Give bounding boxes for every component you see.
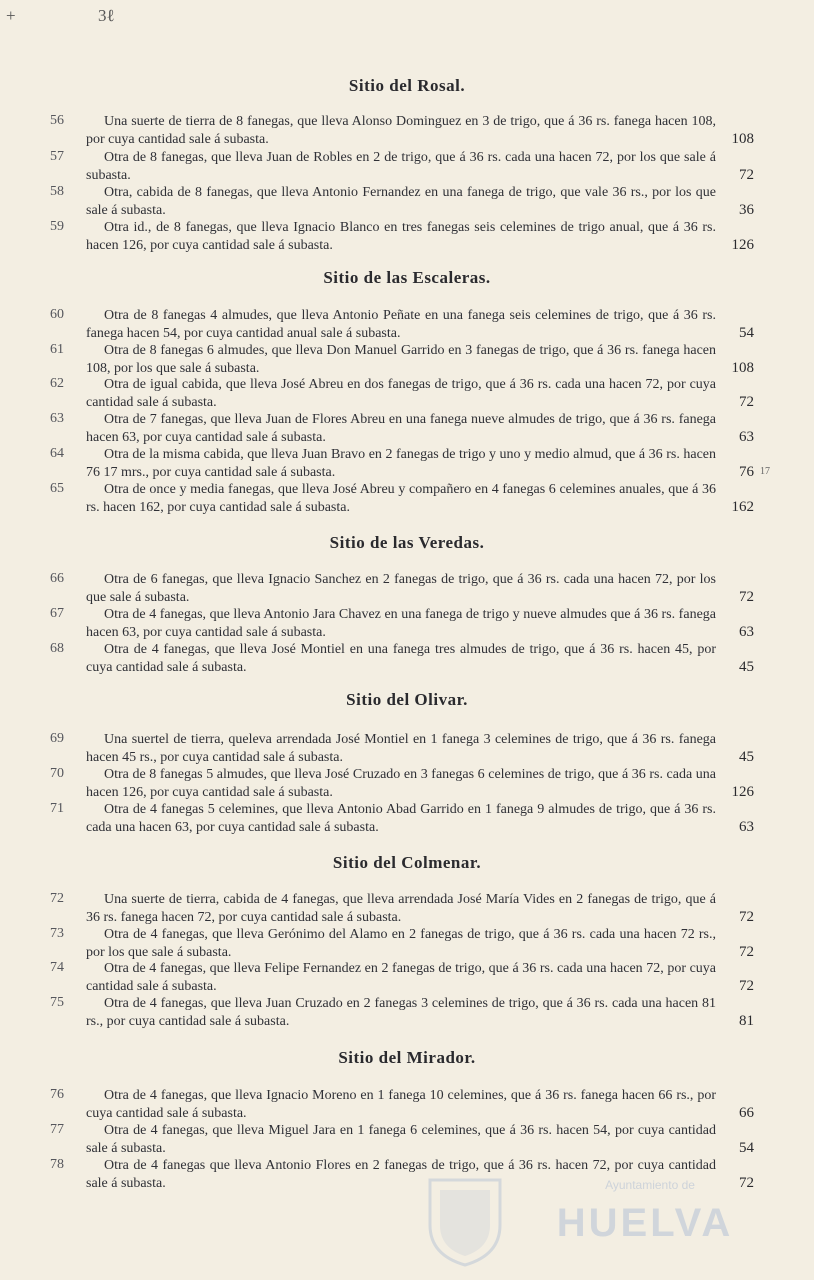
lot-number: 73 bbox=[50, 926, 64, 941]
lot-description: Otra de 7 fanegas, que lleva Juan de Flores Abreu en una fanega nueve almudes de trigo, que á 36 rs. fanega hacen 63, por cuya cantidad sale á subasta. bbox=[86, 412, 716, 445]
lot-description: Otra de 4 fanegas, que lleva Ignacio Moreno en 1 fanega 10 celemines, que á 36 rs. fanega hacen 66 rs., por cuya cantidad sale á subasta. bbox=[86, 1088, 716, 1121]
lot-amount: 63 bbox=[739, 624, 754, 640]
corner-mark-middle: 3ℓ bbox=[98, 6, 115, 25]
section-heading: Sitio del Mirador. bbox=[338, 1048, 476, 1067]
lot-description: Otra de 4 fanegas 5 celemines, que lleva Antonio Abad Garrido en 1 fanega 9 almudes de trigo, que á 36 rs. cada una hacen 63, por cuya cantidad sale á subasta. bbox=[86, 802, 716, 835]
lot-number: 63 bbox=[50, 411, 64, 426]
lot-description: Otra de 4 fanegas, que lleva Juan Cruzado en 2 fanegas 3 celemines de trigo, que á 36 rs. cada una hacen 81 rs., por cuya cantidad sale á subasta. bbox=[86, 996, 716, 1029]
margin-mark: 17 bbox=[760, 466, 770, 477]
lot-number: 61 bbox=[50, 342, 64, 357]
lot-amount: 126 bbox=[731, 784, 754, 800]
lot-number: 66 bbox=[50, 571, 64, 586]
corner-mark-left: + bbox=[6, 6, 16, 25]
lot-number: 64 bbox=[50, 446, 64, 461]
lot-number: 60 bbox=[50, 307, 64, 322]
lot-description: Otra de 4 fanegas, que lleva José Montiel en una fanega tres almudes de trigo, que á 36 rs. hacen 45, por cuya cantidad sale á subasta. bbox=[86, 642, 716, 675]
lot-amount: 45 bbox=[739, 749, 754, 765]
lot-amount: 81 bbox=[739, 1013, 754, 1029]
lot-number: 68 bbox=[50, 641, 64, 656]
lot-description: Otra de 8 fanegas 4 almudes, que lleva Antonio Peñate en una fanega seis celemines de trigo, que á 36 rs. fanega hacen 54, por cuya cantidad anual sale á subasta. bbox=[86, 308, 716, 341]
lot-number: 78 bbox=[50, 1157, 64, 1172]
lot-amount: 54 bbox=[739, 325, 754, 341]
lot-amount: 72 bbox=[739, 1175, 754, 1191]
section-heading: Sitio del Colmenar. bbox=[332, 853, 482, 872]
watermark-logo: HUELVA bbox=[556, 1200, 734, 1245]
lot-amount: 72 bbox=[739, 167, 754, 183]
lot-amount: 72 bbox=[739, 589, 754, 605]
lot-number: 71 bbox=[50, 801, 64, 816]
lot-amount: 63 bbox=[739, 819, 754, 835]
lot-number: 62 bbox=[50, 376, 64, 391]
lot-description: Otra de 6 fanegas, que lleva Ignacio Sanchez en 2 fanegas de trigo, que á 36 rs. cada una hacen 72, por los que sale á subasta. bbox=[86, 572, 716, 605]
lot-description: Otra de 4 fanegas, que lleva Antonio Jara Chavez en una fanega de trigo y nueve almudes que á 36 rs. fanega hacen 63, por cuya cantidad sale á subasta. bbox=[86, 607, 716, 640]
lot-description: Otra de 8 fanegas 5 almudes, que lleva José Cruzado en 3 fanegas 6 celemines de trigo, que á 36 rs. cada una hacen 126, por cuya cantidad sale á subasta. bbox=[86, 767, 716, 800]
lot-number: 69 bbox=[50, 731, 64, 746]
lot-description: Otra de 4 fanegas, que lleva Gerónimo del Alamo en 2 fanegas de trigo, que á 36 rs. cada una hacen 72 rs., por los que sale á subasta. bbox=[86, 927, 716, 960]
lot-number: 70 bbox=[50, 766, 64, 781]
lot-amount: 72 bbox=[739, 909, 754, 925]
lot-number: 57 bbox=[50, 149, 64, 164]
lot-description: Otra, cabida de 8 fanegas, que lleva Antonio Fernandez en una fanega de trigo, que vale 36 rs., por los que sale á subasta. bbox=[86, 185, 716, 218]
lot-number: 65 bbox=[50, 481, 64, 496]
lot-amount: 66 bbox=[739, 1105, 754, 1121]
section-heading: Sitio de las Veredas. bbox=[329, 533, 485, 552]
lot-number: 74 bbox=[50, 960, 64, 975]
lot-number: 77 bbox=[50, 1122, 64, 1137]
lot-number: 72 bbox=[50, 891, 64, 906]
lot-amount: 54 bbox=[739, 1140, 754, 1156]
lot-description: Una suerte de tierra, cabida de 4 fanegas, que lleva arrendada José María Vides en 2 fanegas de trigo, que á 36 rs. fanega hacen 72, por cuya cantidad sale á subasta. bbox=[86, 892, 716, 925]
lot-description: Una suertel de tierra, queleva arrendada José Montiel en 1 fanega 3 celemines de trigo, que á 36 rs. fanega hacen 45 rs., por cuya cantidad sale á subasta. bbox=[86, 732, 716, 765]
lot-number: 58 bbox=[50, 184, 64, 199]
lot-number: 67 bbox=[50, 606, 64, 621]
lot-amount: 72 bbox=[739, 944, 754, 960]
section-heading: Sitio de las Escaleras. bbox=[323, 268, 491, 287]
lot-amount: 63 bbox=[739, 429, 754, 445]
lot-description: Otra de once y media fanegas, que lleva José Abreu y compañero en 4 fanegas 6 celemines anuales, que á 36 rs. hacen 162, por cuya cantidad sale á subasta. bbox=[86, 482, 716, 515]
lot-number: 59 bbox=[50, 219, 64, 234]
lot-description: Otra de 4 fanegas que lleva Antonio Flores en 2 fanegas de trigo, que á 36 rs. hacen 72, por cuya cantidad sale á subasta. bbox=[86, 1158, 716, 1191]
lot-description: Una suerte de tierra de 8 fanegas, que lleva Alonso Dominguez en 3 de trigo, que á 36 rs. fanega hacen 108, por cuya cantidad sale á subasta. bbox=[86, 114, 716, 147]
lot-amount: 76 bbox=[739, 464, 754, 480]
lot-description: Otra de igual cabida, que lleva José Abreu en dos fanegas de trigo, que á 36 rs. cada una hacen 72, por cuya cantidad sale á subasta. bbox=[86, 377, 716, 410]
lot-amount: 162 bbox=[731, 499, 754, 515]
lot-amount: 36 bbox=[739, 202, 754, 218]
lot-number: 76 bbox=[50, 1087, 64, 1102]
lot-description: Otra de la misma cabida, que lleva Juan Bravo en 2 fanegas de trigo y uno y medio almud, que á 36 rs. hacen 76 17 mrs., por cuya cantidad sale á subasta. bbox=[86, 447, 716, 480]
section-heading: Sitio del Olivar. bbox=[346, 690, 468, 709]
lot-description: Otra de 4 fanegas, que lleva Felipe Fernandez en 2 fanegas de trigo, que á 36 rs. cada una hacen 72, por cuya cantidad sale á subasta. bbox=[86, 961, 716, 994]
lot-description: Otra de 8 fanegas, que lleva Juan de Robles en 2 de trigo, que á 36 rs. cada una hacen 72, por los que sale á subasta. bbox=[86, 150, 716, 183]
lot-description: Otra de 4 fanegas, que lleva Miguel Jara en 1 fanega 6 celemines, que á 36 rs. hacen 54, por cuya cantidad sale á subasta. bbox=[86, 1123, 716, 1156]
section-heading: Sitio del Rosal. bbox=[348, 76, 466, 95]
lot-amount: 72 bbox=[739, 394, 754, 410]
lot-amount: 108 bbox=[731, 360, 754, 376]
lot-amount: 45 bbox=[739, 659, 754, 675]
lot-number: 56 bbox=[50, 113, 64, 128]
watermark-subtext: Ayuntamiento de bbox=[605, 1178, 695, 1192]
lot-description: Otra id., de 8 fanegas, que lleva Ignacio Blanco en tres fanegas seis celemines de trigo anual, que á 36 rs. hacen 126, por cuya cantidad sale á subasta. bbox=[86, 220, 716, 253]
lot-amount: 126 bbox=[731, 237, 754, 253]
lot-amount: 72 bbox=[739, 978, 754, 994]
lot-number: 75 bbox=[50, 995, 64, 1010]
lot-description: Otra de 8 fanegas 6 almudes, que lleva Don Manuel Garrido en 3 fanegas de trigo, que á 36 rs. fanega hacen 108, por los que sale á subasta. bbox=[86, 343, 716, 376]
lot-amount: 108 bbox=[731, 131, 754, 147]
